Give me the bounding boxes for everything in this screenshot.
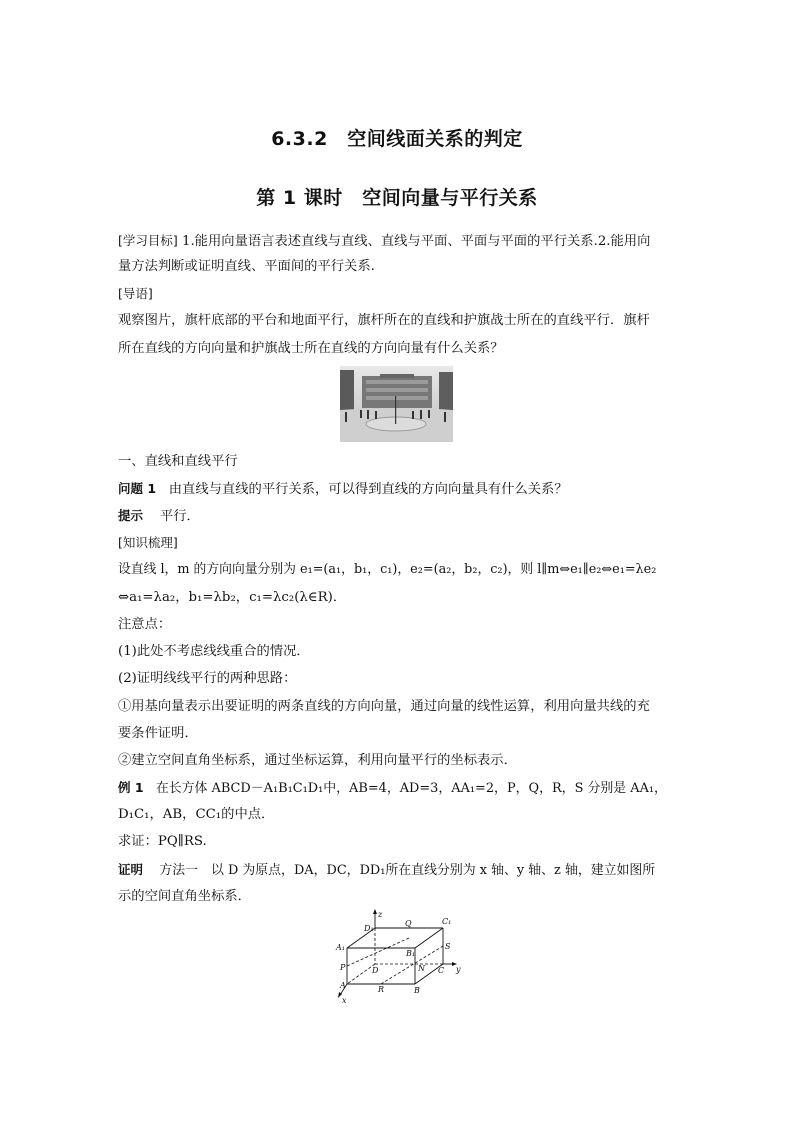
objectives-text-1: 1.能用向量语言表述直线与直线、直线与平面、平面与平面的平行关系.2.能用向 — [182, 234, 651, 249]
label-B1: B₁ — [406, 949, 416, 958]
note-2: (2)证明线线平行的两种思路： — [118, 671, 297, 686]
label-y: y — [456, 965, 461, 974]
label-N: N — [418, 964, 425, 973]
label-C: C — [438, 966, 445, 975]
section-heading: 一、直线和直线平行 — [118, 454, 238, 469]
proof-text-1: 方法一 以 D 为原点，DA，DC，DD₁所在直线分别为 x 轴、y 轴、z 轴，建立如图所 — [159, 863, 656, 878]
label-x: x — [342, 996, 347, 1005]
intro-line-1: 观察图片，旗杆底部的平台和地面平行，旗杆所在的直线和护旗战士所在的直线平行．旗杆 — [118, 313, 650, 328]
note-label: 注意点： — [118, 617, 172, 632]
method-1-line-2: 要条件证明． — [118, 726, 198, 741]
label-z: z — [378, 910, 383, 919]
example-1-line-2: D₁C₁，AB，CC₁的中点． — [118, 807, 275, 822]
knowledge-line-2: ⇔a₁=λa₂，b₁=λb₂，c₁=λc₂(λ∈R)． — [118, 590, 347, 605]
note-1: (1)此处不考虑线线重合的情况． — [118, 644, 310, 659]
label-C1: C₁ — [442, 917, 452, 926]
example-text-1: 在长方体 ABCD－A₁B₁C₁D₁中，AB=4，AD=3，AA₁=2，P，Q，R，S 分别是 AA₁， — [155, 781, 667, 796]
objectives-line-2: 量方法判断或证明直线、平面间的平行关系. — [118, 259, 375, 274]
method-1-line-1: ①用基向量表示出要证明的两条直线的方向向量，通过向量的线性运算，利用向量共线的充 — [118, 699, 650, 714]
cuboid-coordinate-figure — [330, 908, 470, 1006]
question-text: 由直线与直线的平行关系，可以得到直线的方向向量具有什么关系？ — [168, 482, 568, 497]
intro-line-2: 所在直线的方向向量和护旗战士所在直线的方向向量有什么关系？ — [118, 341, 504, 356]
label-Q: Q — [405, 919, 412, 928]
proof-line-1 — [118, 860, 683, 881]
objectives-line-1 — [118, 231, 683, 252]
proof-label: 证明 — [118, 862, 144, 877]
label-A: A — [340, 981, 346, 990]
knowledge-line-1: 设直线 l，m 的方向向量分别为 e₁=(a₁，b₁，c₁)，e₂=(a₂，b₂，c₂)，则 l∥m⇔e₁∥e₂⇔e₁=λe₂ — [118, 562, 657, 577]
label-D1: D₁ — [364, 924, 374, 933]
example-1-line-1 — [118, 778, 683, 799]
hint-line — [118, 506, 683, 527]
label-D: D — [372, 966, 379, 975]
objectives-label: [学习目标] — [118, 233, 178, 248]
hint-text: 平行． — [159, 509, 200, 524]
label-S: S — [445, 942, 451, 951]
question-label: 问题 1 — [118, 481, 157, 496]
label-A1: A₁ — [336, 943, 345, 952]
label-P: P — [340, 963, 346, 972]
proof-line-2: 示的空间直角坐标系． — [118, 889, 251, 904]
method-2: ②建立空间直角坐标系，通过坐标运算，利用向量平行的坐标表示． — [118, 753, 517, 768]
flag-guard-photo — [340, 366, 453, 442]
label-R: R — [378, 985, 385, 994]
prove-statement: 求证：PQ∥RS. — [118, 834, 207, 849]
lesson-subtitle: 第 1 课时 空间向量与平行关系 — [256, 187, 538, 209]
question-1 — [118, 479, 683, 500]
section-title: 6.3.2 空间线面关系的判定 — [271, 128, 523, 150]
hint-label: 提示 — [118, 508, 144, 523]
knowledge-label: [知识梳理] — [118, 535, 178, 550]
intro-label: [导语] — [118, 286, 153, 301]
label-B: B — [414, 986, 420, 995]
example-label: 例 1 — [118, 780, 144, 795]
